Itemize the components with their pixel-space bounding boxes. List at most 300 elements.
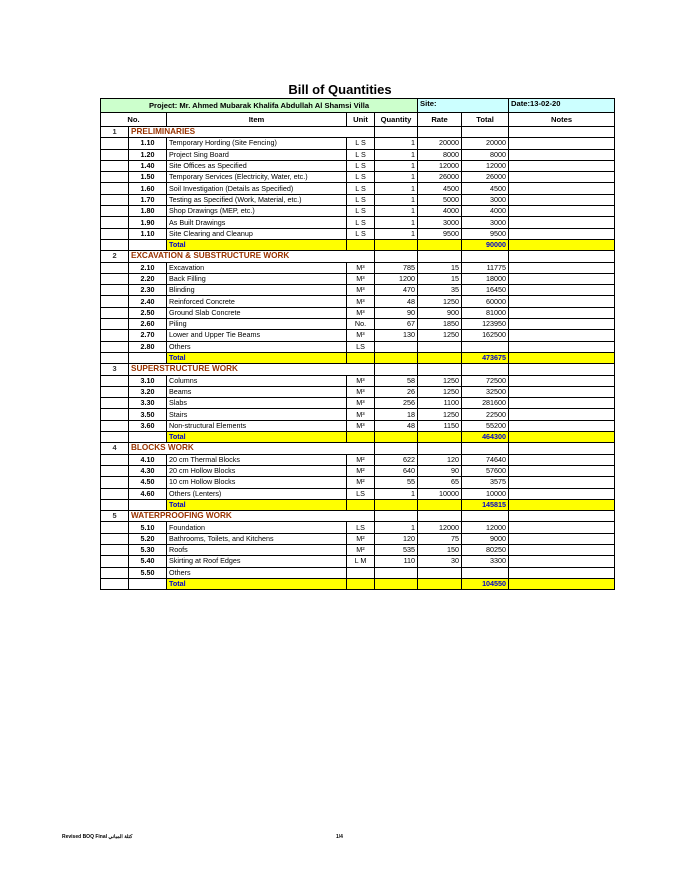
item-unit: LS	[347, 522, 375, 533]
section-title: EXCAVATION & SUBSTRUCTURE WORK	[129, 251, 375, 262]
empty-cell	[101, 556, 129, 567]
item-description: Temporary Hording (Site Fencing)	[167, 138, 347, 149]
table-row	[101, 398, 615, 409]
item-code: 5.10	[129, 522, 167, 533]
item-notes	[509, 341, 615, 352]
item-code: 3.30	[129, 398, 167, 409]
item-quantity: 256	[375, 398, 418, 409]
empty-cell	[101, 375, 129, 386]
item-description: 20 cm Hollow Blocks	[167, 465, 347, 476]
item-quantity: 640	[375, 465, 418, 476]
empty-cell	[101, 149, 129, 160]
item-description: Columns	[167, 375, 347, 386]
item-code: 2.20	[129, 273, 167, 284]
item-total: 3000	[462, 194, 509, 205]
item-code: 5.40	[129, 556, 167, 567]
item-quantity: 470	[375, 285, 418, 296]
empty-cell	[509, 127, 615, 138]
footer-page-number: 1/4	[336, 834, 343, 840]
item-code: 1.60	[129, 183, 167, 194]
table-row	[101, 488, 615, 499]
section-total-value: 473675	[462, 352, 509, 363]
section-total-row	[101, 578, 615, 589]
item-code: 1.40	[129, 160, 167, 171]
item-code: 1.20	[129, 149, 167, 160]
item-rate: 1100	[418, 398, 462, 409]
item-notes	[509, 477, 615, 488]
item-rate: 20000	[418, 138, 462, 149]
item-rate: 120	[418, 454, 462, 465]
item-quantity: 26	[375, 386, 418, 397]
section-header-row	[101, 364, 615, 375]
item-unit	[347, 567, 375, 578]
item-rate: 1250	[418, 409, 462, 420]
section-title: SUPERSTRUCTURE WORK	[129, 364, 375, 375]
item-code: 5.30	[129, 544, 167, 555]
empty-cell	[375, 511, 418, 522]
item-total: 281600	[462, 398, 509, 409]
item-unit: L M	[347, 556, 375, 567]
table-row	[101, 228, 615, 239]
item-quantity: 48	[375, 420, 418, 431]
item-quantity: 1	[375, 206, 418, 217]
empty-cell	[129, 432, 167, 443]
empty-cell	[375, 251, 418, 262]
empty-cell	[101, 578, 129, 589]
section-total-row	[101, 499, 615, 510]
item-rate: 90	[418, 465, 462, 476]
table-row	[101, 285, 615, 296]
empty-cell	[375, 499, 418, 510]
item-quantity: 18	[375, 409, 418, 420]
section-total-label: Total	[167, 499, 347, 510]
empty-cell	[101, 544, 129, 555]
item-notes	[509, 454, 615, 465]
item-notes	[509, 296, 615, 307]
item-total: 9000	[462, 533, 509, 544]
empty-cell	[347, 239, 375, 250]
empty-cell	[347, 352, 375, 363]
table-row	[101, 533, 615, 544]
empty-cell	[101, 285, 129, 296]
item-code: 2.50	[129, 307, 167, 318]
empty-cell	[375, 578, 418, 589]
item-unit: M²	[347, 454, 375, 465]
item-quantity: 1	[375, 194, 418, 205]
empty-cell	[462, 127, 509, 138]
item-total: 3000	[462, 217, 509, 228]
empty-cell	[418, 511, 462, 522]
table-row	[101, 409, 615, 420]
project-name: Project: Mr. Ahmed Mubarak Khalifa Abdullah Al Shamsi Villa	[101, 99, 418, 113]
empty-cell	[101, 206, 129, 217]
item-total: 32500	[462, 386, 509, 397]
col-quantity: Quantity	[375, 113, 418, 127]
empty-cell	[101, 488, 129, 499]
table-row	[101, 262, 615, 273]
section-title: PRELIMINARIES	[129, 127, 375, 138]
item-total	[462, 567, 509, 578]
table-row	[101, 330, 615, 341]
empty-cell	[101, 533, 129, 544]
empty-cell	[418, 432, 462, 443]
empty-cell	[101, 262, 129, 273]
item-rate: 8000	[418, 149, 462, 160]
item-description: Ground Slab Concrete	[167, 307, 347, 318]
item-total: 11775	[462, 262, 509, 273]
item-quantity: 785	[375, 262, 418, 273]
col-notes: Notes	[509, 113, 615, 127]
empty-cell	[101, 477, 129, 488]
item-notes	[509, 544, 615, 555]
table-row	[101, 319, 615, 330]
table-row	[101, 420, 615, 431]
item-code: 4.60	[129, 488, 167, 499]
section-number: 3	[101, 364, 129, 375]
item-unit: M³	[347, 262, 375, 273]
empty-cell	[101, 352, 129, 363]
item-unit: M³	[347, 285, 375, 296]
empty-cell	[101, 172, 129, 183]
table-row	[101, 273, 615, 284]
section-total-value: 145815	[462, 499, 509, 510]
section-total-row	[101, 239, 615, 250]
item-total: 80250	[462, 544, 509, 555]
item-unit: M³	[347, 398, 375, 409]
section-number: 5	[101, 511, 129, 522]
item-notes	[509, 160, 615, 171]
item-rate: 1250	[418, 330, 462, 341]
section-total-label: Total	[167, 432, 347, 443]
section-total-label: Total	[167, 352, 347, 363]
item-total: 60000	[462, 296, 509, 307]
item-unit: LS	[347, 488, 375, 499]
table-row	[101, 296, 615, 307]
empty-cell	[101, 217, 129, 228]
table-row	[101, 567, 615, 578]
item-total: 123950	[462, 319, 509, 330]
item-description: Temporary Services (Electricity, Water, etc.)	[167, 172, 347, 183]
empty-cell	[418, 364, 462, 375]
table-row	[101, 194, 615, 205]
item-rate: 65	[418, 477, 462, 488]
item-notes	[509, 488, 615, 499]
empty-cell	[418, 499, 462, 510]
item-total: 4500	[462, 183, 509, 194]
item-description: Lower and Upper Tie Beams	[167, 330, 347, 341]
item-quantity: 1	[375, 217, 418, 228]
item-notes	[509, 194, 615, 205]
item-description: Soil Investigation (Details as Specified)	[167, 183, 347, 194]
item-code: 1.50	[129, 172, 167, 183]
item-total: 4000	[462, 206, 509, 217]
item-quantity: 1	[375, 160, 418, 171]
item-unit: M²	[347, 465, 375, 476]
section-header-row	[101, 127, 615, 138]
item-quantity: 1	[375, 488, 418, 499]
table-row	[101, 556, 615, 567]
item-total: 12000	[462, 522, 509, 533]
item-unit: M²	[347, 477, 375, 488]
item-rate: 1150	[418, 420, 462, 431]
empty-cell	[129, 352, 167, 363]
item-code: 5.50	[129, 567, 167, 578]
section-total-row	[101, 352, 615, 363]
item-quantity: 130	[375, 330, 418, 341]
col-no: No.	[101, 113, 167, 127]
item-description: Others	[167, 567, 347, 578]
item-quantity: 1	[375, 138, 418, 149]
empty-cell	[101, 296, 129, 307]
item-quantity: 1	[375, 149, 418, 160]
item-code: 2.30	[129, 285, 167, 296]
col-total: Total	[462, 113, 509, 127]
table-row	[101, 172, 615, 183]
empty-cell	[101, 420, 129, 431]
empty-cell	[509, 239, 615, 250]
item-quantity: 1	[375, 172, 418, 183]
item-rate: 15	[418, 273, 462, 284]
empty-cell	[101, 330, 129, 341]
item-code: 2.10	[129, 262, 167, 273]
item-description: 20 cm Thermal Blocks	[167, 454, 347, 465]
item-notes	[509, 228, 615, 239]
item-quantity: 1	[375, 522, 418, 533]
table-row	[101, 160, 615, 171]
empty-cell	[418, 251, 462, 262]
item-unit: L S	[347, 183, 375, 194]
item-total: 72500	[462, 375, 509, 386]
empty-cell	[101, 194, 129, 205]
item-description: Others	[167, 341, 347, 352]
item-notes	[509, 522, 615, 533]
item-code: 3.50	[129, 409, 167, 420]
empty-cell	[418, 239, 462, 250]
section-header-row	[101, 443, 615, 454]
empty-cell	[462, 511, 509, 522]
item-total: 22500	[462, 409, 509, 420]
empty-cell	[509, 432, 615, 443]
item-unit: M³	[347, 330, 375, 341]
empty-cell	[101, 398, 129, 409]
item-unit: L S	[347, 172, 375, 183]
item-code: 1.10	[129, 138, 167, 149]
item-description: Beams	[167, 386, 347, 397]
empty-cell	[101, 319, 129, 330]
empty-cell	[101, 522, 129, 533]
col-unit: Unit	[347, 113, 375, 127]
item-unit: M³	[347, 375, 375, 386]
project-header-row	[101, 99, 615, 113]
item-description: Others (Lenters)	[167, 488, 347, 499]
col-rate: Rate	[418, 113, 462, 127]
table-row	[101, 375, 615, 386]
col-item: Item	[167, 113, 347, 127]
section-total-value: 90000	[462, 239, 509, 250]
empty-cell	[509, 443, 615, 454]
item-quantity: 48	[375, 296, 418, 307]
empty-cell	[509, 499, 615, 510]
table-row	[101, 341, 615, 352]
item-description: Bathrooms, Toilets, and Kitchens	[167, 533, 347, 544]
item-unit: M³	[347, 307, 375, 318]
item-quantity: 622	[375, 454, 418, 465]
empty-cell	[101, 432, 129, 443]
item-quantity: 110	[375, 556, 418, 567]
item-notes	[509, 262, 615, 273]
section-total-value: 104550	[462, 578, 509, 589]
item-total: 9500	[462, 228, 509, 239]
item-unit: L S	[347, 206, 375, 217]
table-row	[101, 183, 615, 194]
empty-cell	[101, 307, 129, 318]
item-quantity	[375, 341, 418, 352]
item-total: 20000	[462, 138, 509, 149]
item-code: 4.30	[129, 465, 167, 476]
table-row	[101, 307, 615, 318]
item-rate: 30	[418, 556, 462, 567]
item-rate: 75	[418, 533, 462, 544]
item-rate: 1250	[418, 386, 462, 397]
item-description: Foundation	[167, 522, 347, 533]
item-unit: M²	[347, 544, 375, 555]
item-total: 74640	[462, 454, 509, 465]
item-notes	[509, 285, 615, 296]
item-total: 12000	[462, 160, 509, 171]
table-row	[101, 465, 615, 476]
item-description: 10 cm Hollow Blocks	[167, 477, 347, 488]
empty-cell	[101, 273, 129, 284]
item-unit: L S	[347, 194, 375, 205]
item-notes	[509, 375, 615, 386]
empty-cell	[101, 183, 129, 194]
site-field: Site:	[418, 99, 509, 113]
item-notes	[509, 556, 615, 567]
item-unit: M²	[347, 533, 375, 544]
item-unit: LS	[347, 341, 375, 352]
item-quantity: 67	[375, 319, 418, 330]
empty-cell	[347, 578, 375, 589]
item-notes	[509, 138, 615, 149]
section-header-row	[101, 511, 615, 522]
table-row	[101, 206, 615, 217]
item-unit: M³	[347, 273, 375, 284]
item-description: As Built Drawings	[167, 217, 347, 228]
empty-cell	[101, 409, 129, 420]
section-number: 2	[101, 251, 129, 262]
item-quantity: 120	[375, 533, 418, 544]
item-code: 5.20	[129, 533, 167, 544]
item-total: 3300	[462, 556, 509, 567]
item-notes	[509, 307, 615, 318]
item-description: Project Sing Board	[167, 149, 347, 160]
item-total: 55200	[462, 420, 509, 431]
item-rate	[418, 567, 462, 578]
item-quantity: 1	[375, 228, 418, 239]
item-code: 1.10	[129, 228, 167, 239]
empty-cell	[101, 499, 129, 510]
item-code: 3.10	[129, 375, 167, 386]
table-row	[101, 477, 615, 488]
item-description: Non-structural Elements	[167, 420, 347, 431]
section-total-value: 464300	[462, 432, 509, 443]
empty-cell	[509, 578, 615, 589]
empty-cell	[129, 499, 167, 510]
empty-cell	[509, 511, 615, 522]
item-description: Testing as Specified (Work, Material, etc.)	[167, 194, 347, 205]
empty-cell	[375, 443, 418, 454]
empty-cell	[375, 352, 418, 363]
item-unit: M³	[347, 296, 375, 307]
item-code: 2.70	[129, 330, 167, 341]
item-description: Back Filling	[167, 273, 347, 284]
item-unit: M³	[347, 409, 375, 420]
document-title: Bill of Quantities	[288, 82, 392, 97]
item-total: 18000	[462, 273, 509, 284]
item-unit: L S	[347, 160, 375, 171]
item-notes	[509, 567, 615, 578]
item-quantity: 58	[375, 375, 418, 386]
empty-cell	[101, 386, 129, 397]
table-row	[101, 138, 615, 149]
date-field: Date:13-02-20	[509, 99, 615, 113]
empty-cell	[509, 251, 615, 262]
item-quantity: 535	[375, 544, 418, 555]
item-notes	[509, 149, 615, 160]
table-row	[101, 149, 615, 160]
item-notes	[509, 533, 615, 544]
section-number: 1	[101, 127, 129, 138]
table-row	[101, 386, 615, 397]
footer-filename: Revised BOQ Final كتلة المباني	[62, 834, 133, 840]
empty-cell	[101, 160, 129, 171]
item-code: 1.80	[129, 206, 167, 217]
item-rate: 15	[418, 262, 462, 273]
column-header-row	[101, 113, 615, 127]
item-notes	[509, 465, 615, 476]
item-unit: No.	[347, 319, 375, 330]
empty-cell	[462, 251, 509, 262]
boq-table	[100, 98, 615, 590]
item-description: Blinding	[167, 285, 347, 296]
item-rate: 150	[418, 544, 462, 555]
empty-cell	[347, 432, 375, 443]
section-title: WATERPROOFING WORK	[129, 511, 375, 522]
item-notes	[509, 398, 615, 409]
item-code: 3.20	[129, 386, 167, 397]
item-rate: 10000	[418, 488, 462, 499]
section-total-label: Total	[167, 239, 347, 250]
item-unit: L S	[347, 149, 375, 160]
table-row	[101, 522, 615, 533]
section-total-label: Total	[167, 578, 347, 589]
section-number: 4	[101, 443, 129, 454]
item-description: Slabs	[167, 398, 347, 409]
empty-cell	[101, 341, 129, 352]
item-unit: M³	[347, 386, 375, 397]
empty-cell	[129, 239, 167, 250]
empty-cell	[101, 239, 129, 250]
table-row	[101, 544, 615, 555]
empty-cell	[375, 364, 418, 375]
item-quantity: 1200	[375, 273, 418, 284]
item-description: Roofs	[167, 544, 347, 555]
item-quantity	[375, 567, 418, 578]
item-quantity: 55	[375, 477, 418, 488]
item-rate: 4000	[418, 206, 462, 217]
item-rate: 35	[418, 285, 462, 296]
empty-cell	[418, 127, 462, 138]
